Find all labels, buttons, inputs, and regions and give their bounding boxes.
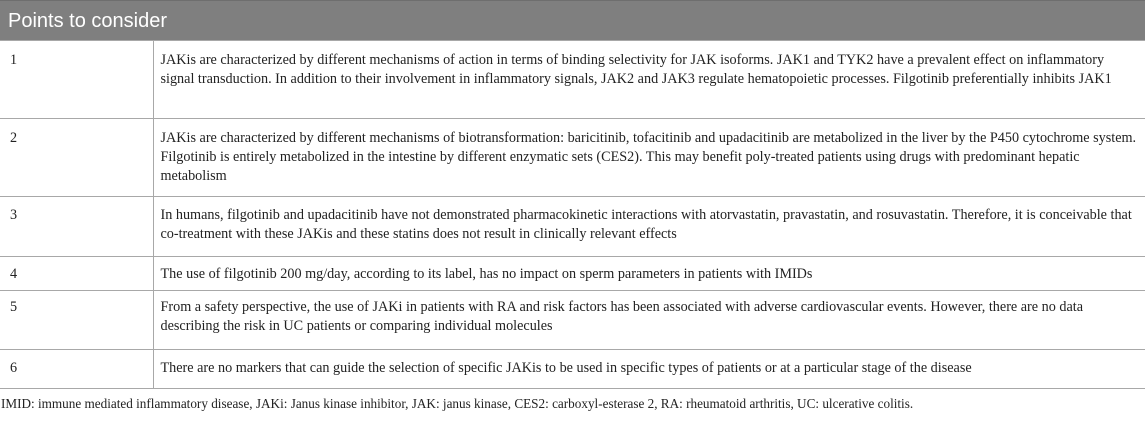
row-text: JAKis are characterized by different mechanisms of action in terms of binding selectivity for JAK isoforms. JAK1 and TYK2 have a prevalent effect on inflammatory signal transduction. In addition to their involvement in inflammatory signals, JAK2 and JAK3 regulate hematopoietic processes. Filgotinib preferentially inhibits JAK1 [153,41,1145,119]
row-text: JAKis are characterized by different mechanisms of biotransformation: baricitinib, tofacitinib and upadacitinib are metabolized in the liver by the P450 cytochrome system. Filgotinib is entirely metabolized in the intestine by different enzymatic sets (CES2). This may benefit poly-treated patients using drugs with predominant hepatic metabolism [153,119,1145,197]
table-row [0,291,1145,350]
row-number: 5 [0,291,153,350]
row-number: 1 [0,41,153,119]
table-row [0,197,1145,257]
row-number: 2 [0,119,153,197]
table-row [0,350,1145,389]
row-number: 4 [0,257,153,291]
table-row [0,41,1145,119]
row-text: In humans, filgotinib and upadacitinib have not demonstrated pharmacokinetic interactions with atorvastatin, pravastatin, and rosuvastatin. Therefore, it is conceivable that co-treatment with these JAKis and these statins does not result in clinically relevant effects [153,197,1145,257]
table-footnote: IMID: immune mediated inflammatory disease, JAKi: Janus kinase inhibitor, JAK: janus kinase, CES2: carboxyl-esterase 2, RA: rheumatoid arthritis, UC: ulcerative colitis. [1,396,914,411]
table-row [0,119,1145,197]
table-title: Points to consider [0,0,1145,40]
points-table-body [0,40,1145,389]
row-text: The use of filgotinib 200 mg/day, according to its label, has no impact on sperm parameters in patients with IMIDs [153,257,1145,291]
row-text: From a safety perspective, the use of JAKi in patients with RA and risk factors has been associated with adverse cardiovascular events. However, there are no data describing the risk in UC patients or comparing individual molecules [153,291,1145,350]
table-row [0,257,1145,291]
row-number: 3 [0,197,153,257]
row-text: There are no markers that can guide the selection of specific JAKis to be used in specific types of patients or at a particular stage of the disease [153,350,1145,389]
row-number: 6 [0,350,153,389]
